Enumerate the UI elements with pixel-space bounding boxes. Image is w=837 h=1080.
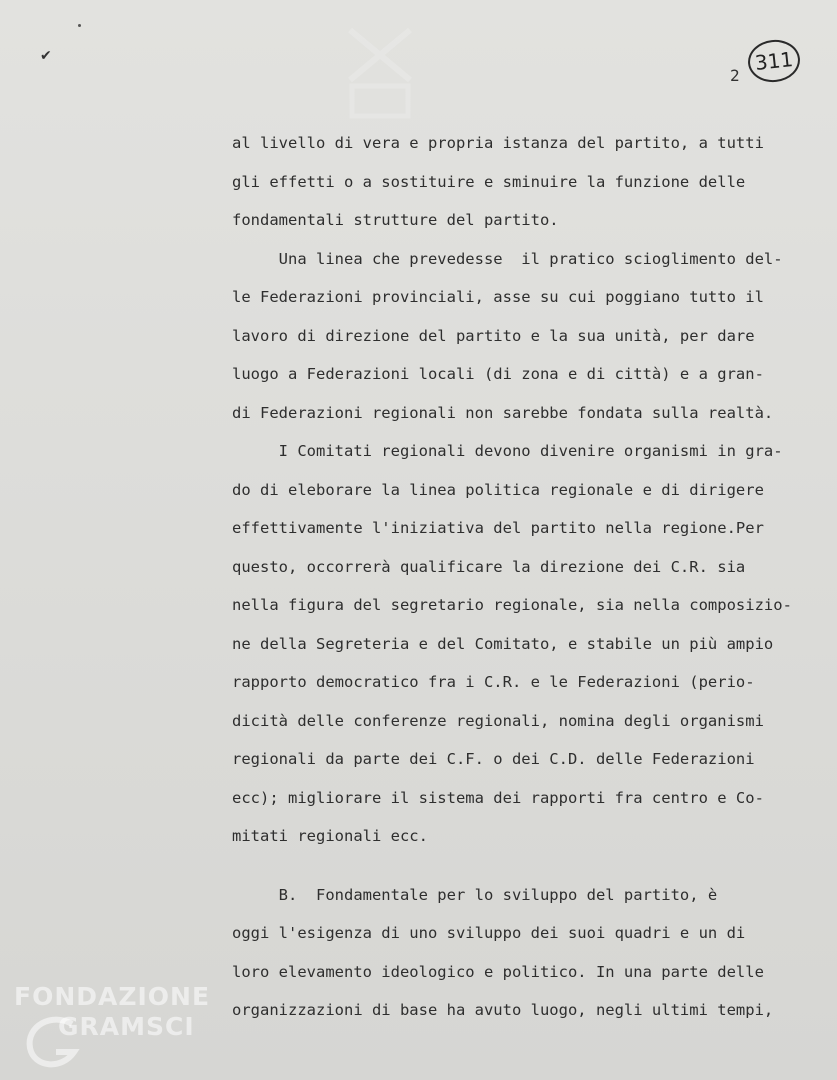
archive-number-stamp: 311 — [746, 37, 802, 84]
text-line: dicità delle conferenze regionali, nomina degli organismi — [232, 711, 764, 730]
typed-body-text — [232, 124, 812, 1030]
text-line: B. Fondamentale per lo sviluppo del partito, è — [232, 885, 718, 904]
page-number: 2 — [730, 66, 740, 85]
text-line: al livello di vera e propria istanza del partito, a tutti — [232, 134, 764, 152]
text-line: gli effetti o a sostituire e sminuire la funzione delle — [232, 172, 746, 191]
text-line: lavoro di direzione del partito e la sua unità, per dare — [232, 326, 755, 345]
text-line: rapporto democratico fra i C.R. e le Federazioni (perio- — [232, 673, 755, 691]
text-line: ne della Segreteria e del Comitato, e stabile un più ampio — [232, 634, 774, 653]
text-line: ecc); migliorare il sistema dei rapporti fra centro e Co- — [232, 788, 764, 807]
text-line: organizzazioni di base ha avuto luogo, negli ultimi tempi, — [232, 1001, 774, 1019]
text-line: I Comitati regionali devono divenire organismi in gra- — [232, 442, 783, 460]
corner-check-mark: ✔ — [40, 48, 52, 64]
text-line: fondamentali strutture del partito. — [232, 211, 559, 229]
text-line: effettivamente l'iniziativa del partito nella regione.Per — [232, 519, 764, 537]
text-line: le Federazioni provinciali, asse su cui poggiano tutto il — [232, 288, 764, 306]
watermark-line2: GRAMSCI — [58, 1012, 195, 1041]
fondazione-gramsci-watermark — [14, 982, 210, 1042]
text-line: di Federazioni regionali non sarebbe fondata sulla realtà. — [232, 403, 774, 422]
margin-dot — [78, 24, 81, 27]
text-line: nella figura del segretario regionale, sia nella composizio- — [232, 596, 792, 614]
text-line: do di eleborare la linea politica regionale e di dirigere — [232, 480, 764, 499]
text-line: mitati regionali ecc. — [232, 827, 428, 845]
text-line: questo, occorrerà qualificare la direzione dei C.R. sia — [232, 557, 746, 576]
text-line: luogo a Federazioni locali (di zona e di città) e a gran- — [232, 365, 764, 383]
text-line: Una linea che prevedesse il pratico scioglimento del- — [232, 249, 783, 268]
text-line: loro elevamento ideologico e politico. In una parte delle — [232, 962, 764, 981]
text-line: oggi l'esigenza di uno sviluppo dei suoi quadri e un di — [232, 924, 746, 942]
watermark-line1: FONDAZIONE — [14, 982, 211, 1011]
faint-watermark-logo-icon — [340, 20, 420, 120]
text-line: regionali da parte dei C.F. o dei C.D. delle Federazioni — [232, 750, 755, 768]
